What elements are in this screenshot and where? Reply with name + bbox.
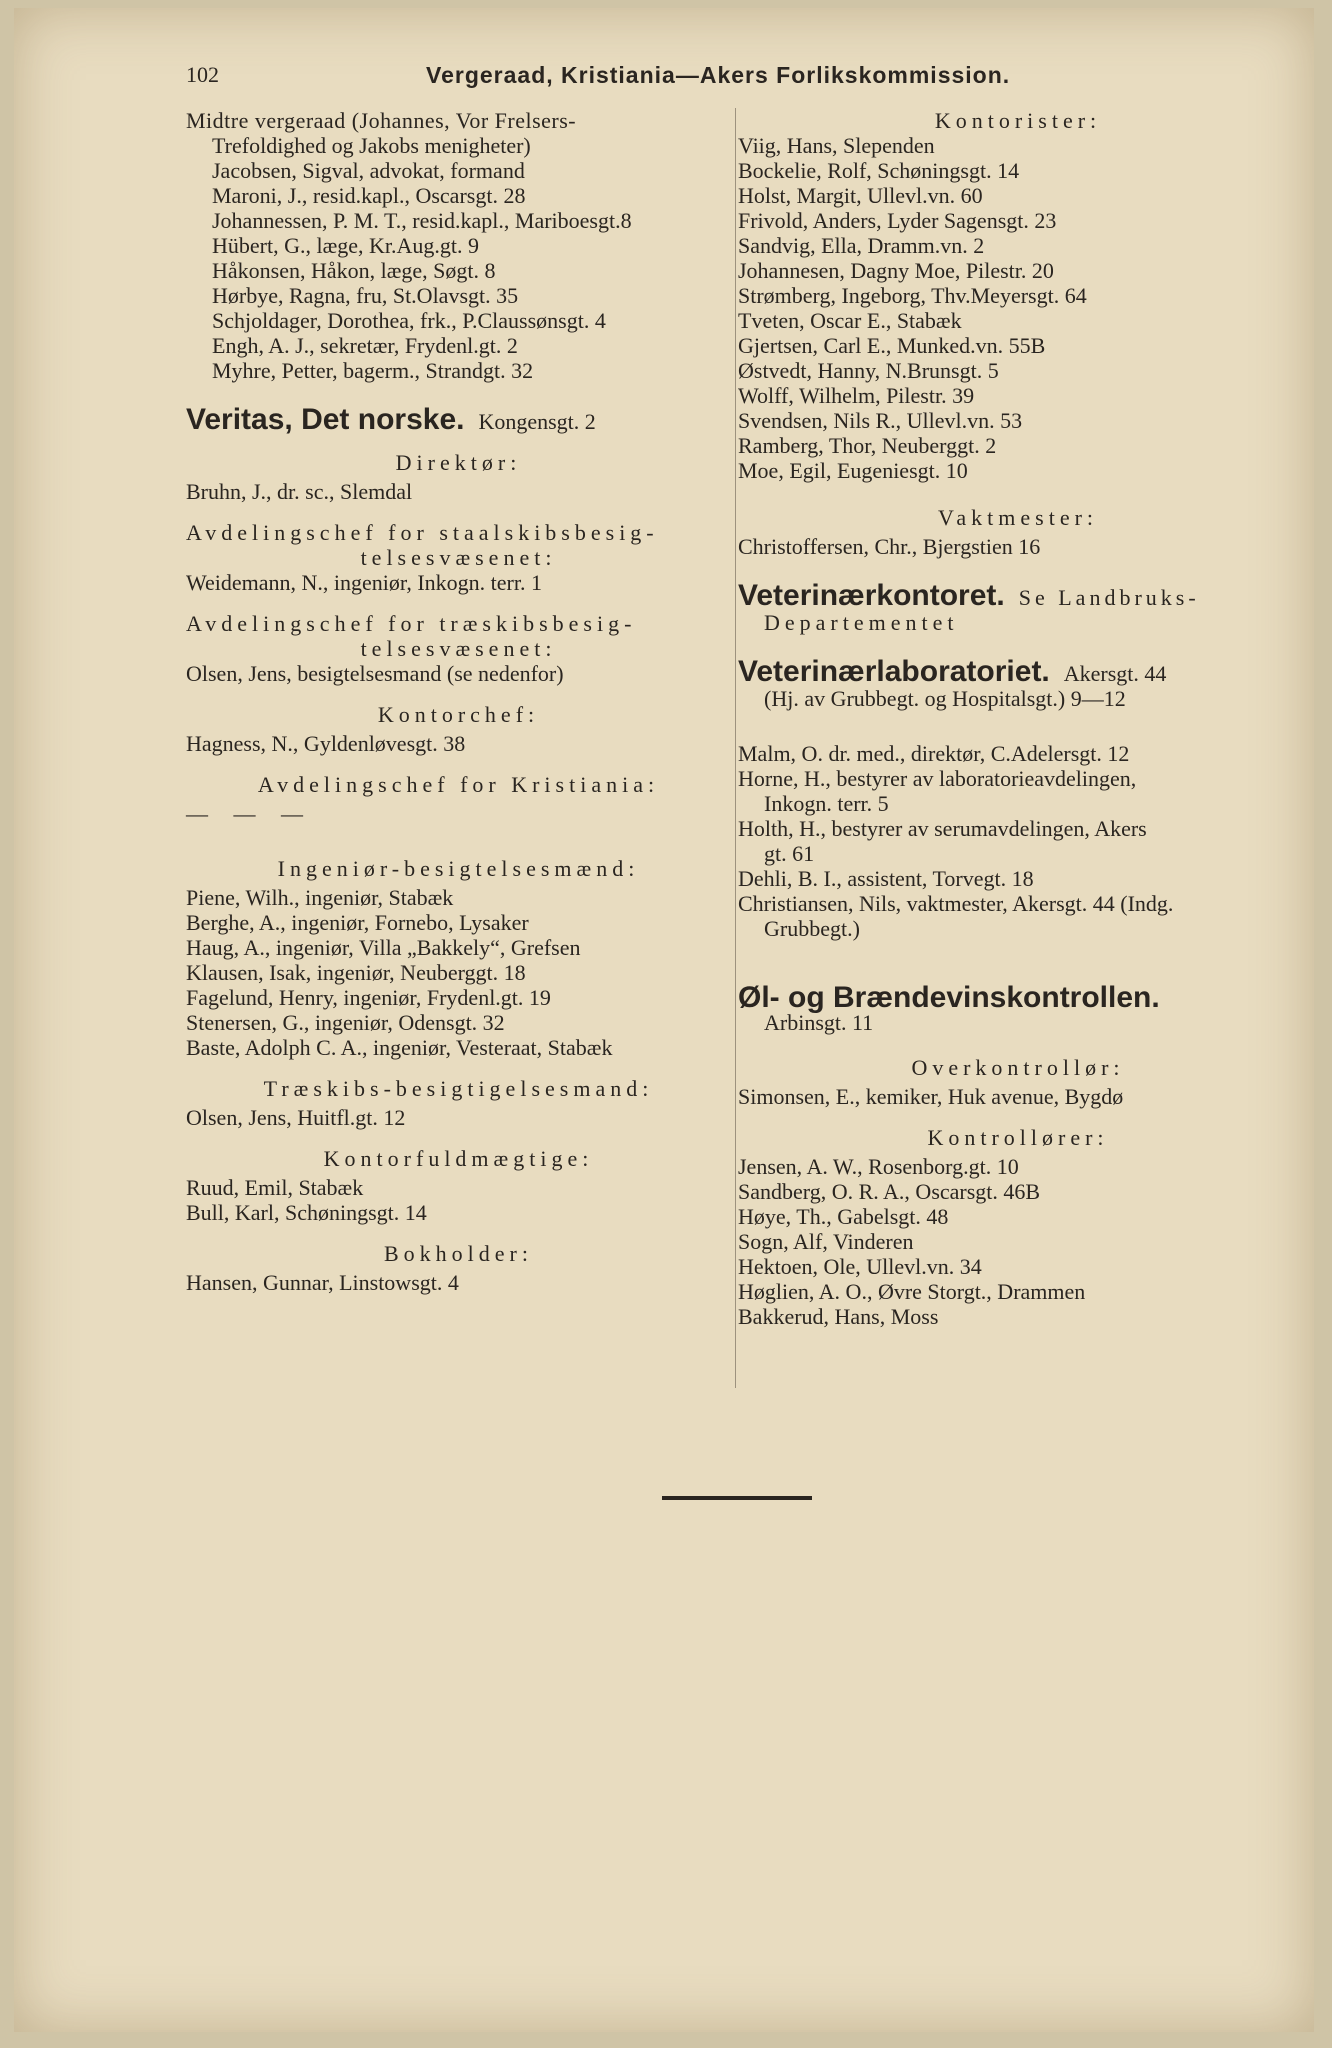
org-name: Veterinærlaboratoriet. xyxy=(738,655,1050,688)
list-item: Svendsen, Nils R., Ullevl.vn. 53 xyxy=(738,408,1023,433)
list-item: Dehli, B. I., assistent, Torvegt. 18 xyxy=(738,866,1034,891)
org-address-cont: (Hj. av Grubbegt. og Hospitalsgt.) 9—12 xyxy=(764,686,1126,711)
right-column xyxy=(738,108,1298,1329)
org-reference-cont: Departementet xyxy=(764,610,959,635)
list-item-cont: gt. 61 xyxy=(764,841,815,866)
list-item: Hansen, Gunnar, Linstowsgt. 4 xyxy=(186,1270,459,1295)
section-heading: Overkontrollør: xyxy=(911,1055,1125,1080)
list-item: Hübert, G., læge, Kr.Aug.gt. 9 xyxy=(212,233,480,258)
page-number: 102 xyxy=(186,62,219,87)
list-item: Jensen, A. W., Rosenborg.gt. 10 xyxy=(738,1154,1019,1179)
list-item: Håkonsen, Håkon, læge, Søgt. 8 xyxy=(212,258,496,283)
list-item: Frivold, Anders, Lyder Sagensgt. 23 xyxy=(738,208,1057,233)
list-item: Malm, O. dr. med., direktør, C.Adelersgt. 12 xyxy=(738,741,1130,766)
section-heading: Kontrollører: xyxy=(927,1125,1109,1150)
section-heading: Kontorister: xyxy=(934,108,1102,133)
end-rule xyxy=(662,1496,812,1500)
org-address: Arbinsgt. 11 xyxy=(764,1010,874,1035)
list-item: Stenersen, G., ingeniør, Odensgt. 32 xyxy=(186,1010,505,1035)
org-address: Akersgt. 44 xyxy=(1063,661,1167,686)
list-item: Østvedt, Hanny, N.Brunsgt. 5 xyxy=(738,358,999,383)
list-item: — — — xyxy=(186,801,313,826)
page-header xyxy=(186,62,1086,92)
section-heading: Træskibs-besigtigelsesmand: xyxy=(263,1076,654,1101)
list-item: Olsen, Jens, Huitfl.gt. 12 xyxy=(186,1105,406,1130)
list-item: Olsen, Jens, besigtelsesmand (se nedenfor) xyxy=(186,661,564,686)
column-divider xyxy=(735,108,736,1388)
org-name: Veritas, Det norske. xyxy=(186,403,465,436)
list-item-cont: Inkogn. terr. 5 xyxy=(764,791,889,816)
list-item: Myhre, Petter, bagerm., Strandgt. 32 xyxy=(212,358,534,383)
intro-line xyxy=(186,108,731,133)
section-heading: Avdelingschef for træskibsbesig- xyxy=(186,611,637,636)
org-heading-veterinaerlab xyxy=(738,655,1298,688)
list-item: Hagness, N., Gyldenløvesgt. 38 xyxy=(186,731,466,756)
list-item: Tveten, Oscar E., Stabæk xyxy=(738,308,962,333)
list-item: Maroni, J., resid.kapl., Oscarsgt. 28 xyxy=(212,183,526,208)
list-item: Schjoldager, Dorothea, frk., P.Claussønsgt. 4 xyxy=(212,308,606,333)
list-item: Sandberg, O. R. A., Oscarsgt. 46B xyxy=(738,1179,1041,1204)
list-item: Simonsen, E., kemiker, Huk avenue, Bygdø xyxy=(738,1084,1124,1109)
list-item: Christoffersen, Chr., Bjergstien 16 xyxy=(738,534,1041,559)
section-heading: Kontorfuldmægtige: xyxy=(323,1146,594,1171)
list-item: Bruhn, J., dr. sc., Slemdal xyxy=(186,479,413,504)
list-item: Jacobsen, Sigval, advokat, formand xyxy=(212,158,525,183)
list-item: Gjertsen, Carl E., Munked.vn. 55B xyxy=(738,333,1046,358)
list-item: Moe, Egil, Eugeniesgt. 10 xyxy=(738,458,968,483)
list-item: Fagelund, Henry, ingeniør, Frydenl.gt. 19 xyxy=(186,985,551,1010)
spacer xyxy=(738,711,1298,741)
list-item-cont: Grubbegt.) xyxy=(764,916,860,941)
list-item: Hørbye, Ragna, fru, St.Olavsgt. 35 xyxy=(212,283,519,308)
list-item: Sogn, Alf, Vinderen xyxy=(738,1229,914,1254)
list-item: Haug, A., ingeniør, Villa „Bakkely“, Grefsen xyxy=(186,935,581,960)
list-item: Ramberg, Thor, Neuberggt. 2 xyxy=(738,433,997,458)
list-item: Horne, H., bestyrer av laboratorieavdelingen, xyxy=(738,766,1137,791)
intro-line-cont: Trefoldighed og Jakobs menigheter) xyxy=(212,133,531,158)
list-item: Baste, Adolph C. A., ingeniør, Vesteraat, Stabæk xyxy=(186,1035,613,1060)
section-heading: Ingeniør-besigtelsesmænd: xyxy=(277,856,640,881)
section-heading-cont: telsesvæsenet: xyxy=(360,545,557,570)
section-heading: Direktør: xyxy=(395,450,522,475)
list-item: Holth, H., bestyrer av serumavdelingen, Akers xyxy=(738,816,1147,841)
list-item: Hektoen, Ole, Ullevl.vn. 34 xyxy=(738,1254,982,1279)
list-item: Berghe, A., ingeniør, Fornebo, Lysaker xyxy=(186,910,529,935)
list-item: Johannessen, P. M. T., resid.kapl., Mariboesgt.8 xyxy=(212,208,632,233)
section-heading-cont: telsesvæsenet: xyxy=(360,636,557,661)
list-item: Bockelie, Rolf, Schøningsgt. 14 xyxy=(738,158,1020,183)
list-item: Ruud, Emil, Stabæk xyxy=(186,1175,364,1200)
org-heading-ol xyxy=(738,981,1298,1014)
intro-title: Midtre vergeraad (Johannes, Vor Frelsers- xyxy=(186,108,577,133)
list-item: Høglien, A. O., Øvre Storgt., Drammen xyxy=(738,1279,1086,1304)
list-item: Klausen, Isak, ingeniør, Neuberggt. 18 xyxy=(186,960,526,985)
list-item: Johannesen, Dagny Moe, Pilestr. 20 xyxy=(738,258,1054,283)
list-item: Holst, Margit, Ullevl.vn. 60 xyxy=(738,183,983,208)
list-item: Wolff, Wilhelm, Pilestr. 39 xyxy=(738,383,975,408)
list-item: Weidemann, N., ingeniør, Inkogn. terr. 1 xyxy=(186,570,542,595)
org-name: Veterinærkontoret. xyxy=(738,579,1005,612)
left-column xyxy=(186,108,731,1295)
list-item: Bakkerud, Hans, Moss xyxy=(738,1304,939,1329)
org-heading-veterinaerkontoret xyxy=(738,579,1298,612)
section-heading: Vaktmester: xyxy=(937,505,1099,530)
list-item: Engh, A. J., sekretær, Frydenl.gt. 2 xyxy=(212,333,518,358)
running-title: Vergeraad, Kristiania—Akers Forlikskommission. xyxy=(426,62,1011,88)
list-item: Piene, Wilh., ingeniør, Stabæk xyxy=(186,885,454,910)
spacer xyxy=(186,826,731,840)
section-heading: Avdelingschef for staalskibsbesig- xyxy=(186,520,659,545)
org-reference: Se Landbruks- xyxy=(1018,585,1200,610)
section-heading: Avdelingschef for Kristiania: xyxy=(257,772,660,797)
list-item: Bull, Karl, Schøningsgt. 14 xyxy=(186,1200,427,1225)
org-address: Kongensgt. 2 xyxy=(478,409,596,434)
list-item: Høye, Th., Gabelsgt. 48 xyxy=(738,1204,949,1229)
org-name: Øl- og Brændevinskontrollen. xyxy=(738,981,1160,1014)
list-item: Strømberg, Ingeborg, Thv.Meyersgt. 64 xyxy=(738,283,1087,308)
section-heading: Bokholder: xyxy=(384,1241,533,1266)
list-item: Sandvig, Ella, Dramm.vn. 2 xyxy=(738,233,985,258)
list-item: Viig, Hans, Slependen xyxy=(738,133,935,158)
list-item: Christiansen, Nils, vaktmester, Akersgt. 44 (Indg. xyxy=(738,891,1174,916)
section-heading: Kontorchef: xyxy=(377,702,540,727)
org-heading-veritas xyxy=(186,403,731,436)
